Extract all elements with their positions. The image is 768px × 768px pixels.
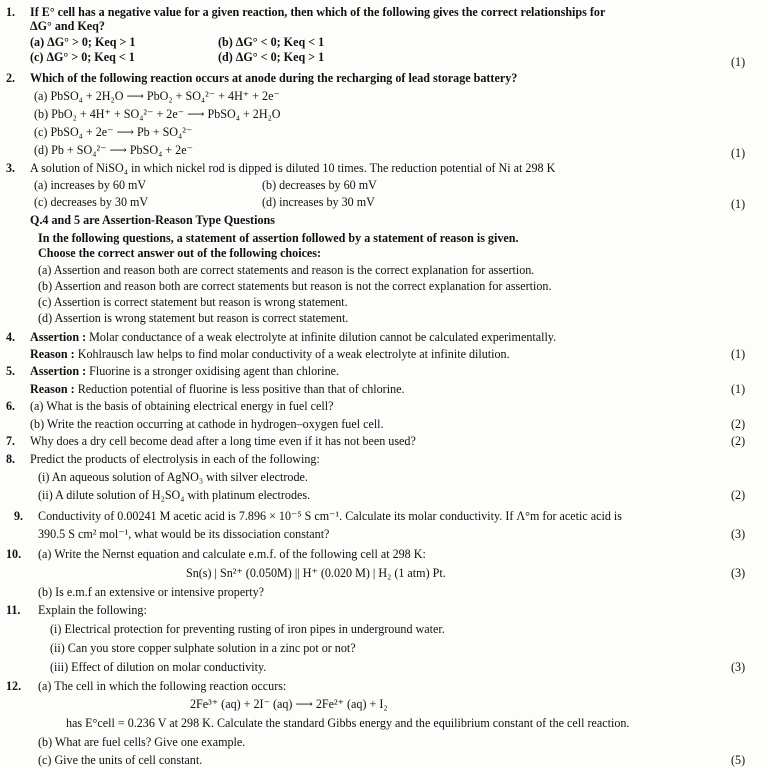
question-part-ii: (ii) A dilute solution of H₂SO₄ with platinum electrodes. [38, 488, 311, 502]
instruction-text: Choose the correct answer out of the following choices: [38, 246, 322, 260]
reason-label: Reason : [30, 382, 75, 396]
option-c: (c) PbSO₄ + 2e⁻ ⟶ Pb + SO₄²⁻ [34, 125, 193, 139]
option-c: (c) decreases by 30 mV [34, 195, 149, 209]
option-a: (a) ΔG° > 0; Keq > 1 [30, 35, 136, 49]
question-part-i: (i) Electrical protection for preventing rusting of iron pipes in underground water. [50, 622, 445, 636]
assertion-text: Molar conductance of a weak electrolyte at infinite dilution cannot be calculated experimentally. [86, 330, 557, 344]
assertion-line [30, 364, 339, 378]
question-text: ΔG° and Keq? [30, 19, 105, 33]
assertion-label: Assertion : [30, 364, 87, 378]
reason-label: Reason : [30, 347, 75, 361]
option-a: (a) increases by 60 mV [34, 178, 147, 192]
marks-label: (1) [731, 197, 746, 211]
marks-label: (1) [731, 55, 746, 69]
choice-b: (b) Assertion and reason both are correct statements but reason is not the correct explanation for assertion. [38, 279, 552, 293]
question-number: 2. [6, 71, 16, 85]
option-d: (d) ΔG° < 0; Keq > 1 [218, 50, 325, 64]
question-text: Which of the following reaction occurs at anode during the recharging of lead storage battery? [30, 71, 518, 85]
question-number: 6. [6, 399, 16, 413]
marks-label: (3) [731, 566, 746, 580]
question-number: 1. [6, 5, 16, 19]
question-text: Explain the following: [38, 603, 147, 617]
question-number: 10. [6, 547, 22, 561]
marks-label: (2) [731, 488, 746, 502]
question-text: Conductivity of 0.00241 M acetic acid is 7.896 × 10⁻⁵ S cm⁻¹. Calculate its molar conductivity. If Λ°m for acetic acid is [38, 509, 623, 523]
marks-label: (3) [731, 660, 746, 674]
option-b: (b) ΔG° < 0; Keq < 1 [218, 35, 325, 49]
question-part-a: (a) What is the basis of obtaining electrical energy in fuel cell? [30, 399, 334, 413]
question-part-b: (b) Write the reaction occurring at cathode in hydrogen–oxygen fuel cell. [30, 417, 384, 431]
question-part-a: (a) The cell in which the following reaction occurs: [38, 679, 287, 693]
marks-label: (1) [731, 146, 746, 160]
marks-label: (1) [731, 347, 746, 361]
section-heading: Q.4 and 5 are Assertion-Reason Type Questions [30, 213, 275, 227]
question-part-iii: (iii) Effect of dilution on molar conductivity. [50, 660, 267, 674]
question-number: 3. [6, 161, 16, 175]
question-part-ii: (ii) Can you store copper sulphate solution in a zinc pot or not? [50, 641, 356, 655]
question-text: If E° cell has a negative value for a given reaction, then which of the following gives the correct relationships for [30, 5, 606, 19]
marks-label: (5) [731, 753, 746, 767]
question-number: 5. [6, 364, 16, 378]
marks-label: (2) [731, 434, 746, 448]
question-text: Why does a dry cell become dead after a long time even if it has not been used? [30, 434, 416, 448]
given-data: has E°cell = 0.236 V at 298 K. Calculate the standard Gibbs energy and the equilibrium constant of the cell reaction. [66, 716, 630, 730]
marks-label: (2) [731, 417, 746, 431]
reason-text: Kohlrausch law helps to find molar conductivity of a weak electrolyte at infinite dilution. [74, 347, 510, 361]
question-number: 8. [6, 452, 16, 466]
question-text: Predict the products of electrolysis in each of the following: [30, 452, 320, 466]
reason-line [30, 347, 510, 361]
reason-line [30, 382, 405, 396]
instruction-text: In the following questions, a statement of assertion followed by a statement of reason is given. [38, 231, 519, 245]
reason-text: Reduction potential of fluorine is less positive than that of chlorine. [74, 382, 405, 396]
question-text: 390.5 S cm² mol⁻¹, what would be its dissociation constant? [38, 527, 330, 541]
option-b: (b) PbO₂ + 4H⁺ + SO₄²⁻ + 2e⁻ ⟶ PbSO₄ + 2H₂O [34, 107, 281, 121]
assertion-label: Assertion : [30, 330, 87, 344]
question-number: 9. [14, 509, 24, 523]
question-number: 11. [6, 603, 21, 617]
marks-label: (1) [731, 382, 746, 396]
question-part-a: (a) Write the Nernst equation and calculate e.m.f. of the following cell at 298 K: [38, 547, 426, 561]
option-c: (c) ΔG° > 0; Keq < 1 [30, 50, 135, 64]
choice-d: (d) Assertion is wrong statement but reason is correct statement. [38, 311, 349, 325]
assertion-line [30, 330, 556, 344]
question-text: A solution of NiSO₄ in which nickel rod is dipped is diluted 10 times. The reduction potential of Ni at 298 K [30, 161, 556, 175]
option-b: (b) decreases by 60 mV [262, 178, 377, 192]
choice-a: (a) Assertion and reason both are correct statements and reason is the correct explanation for assertion. [38, 263, 535, 277]
question-number: 12. [6, 679, 22, 693]
question-part-b: (b) What are fuel cells? Give one example. [38, 735, 246, 749]
question-part-b: (b) Is e.m.f an extensive or intensive property? [38, 585, 265, 599]
question-number: 4. [6, 330, 16, 344]
marks-label: (3) [731, 527, 746, 541]
option-d: (d) Pb + SO₄²⁻ ⟶ PbSO₄ + 2e⁻ [34, 143, 193, 157]
question-part-i: (i) An aqueous solution of AgNO₃ with silver electrode. [38, 470, 308, 484]
cell-notation: Sn(s) | Sn²⁺ (0.050M) || H⁺ (0.020 M) | H₂ (1 atm) Pt. [186, 566, 446, 580]
question-part-c: (c) Give the units of cell constant. [38, 753, 203, 767]
option-d: (d) increases by 30 mV [262, 195, 375, 209]
option-a: (a) PbSO₄ + 2H₂O ⟶ PbO₂ + SO₄²⁻ + 4H⁺ + 2e⁻ [34, 89, 280, 103]
choice-c: (c) Assertion is correct statement but reason is wrong statement. [38, 295, 348, 309]
assertion-text: Fluorine is a stronger oxidising agent than chlorine. [86, 364, 340, 378]
question-number: 7. [6, 434, 16, 448]
reaction-equation: 2Fe³⁺ (aq) + 2I⁻ (aq) ⟶ 2Fe²⁺ (aq) + I₂ [190, 697, 388, 711]
